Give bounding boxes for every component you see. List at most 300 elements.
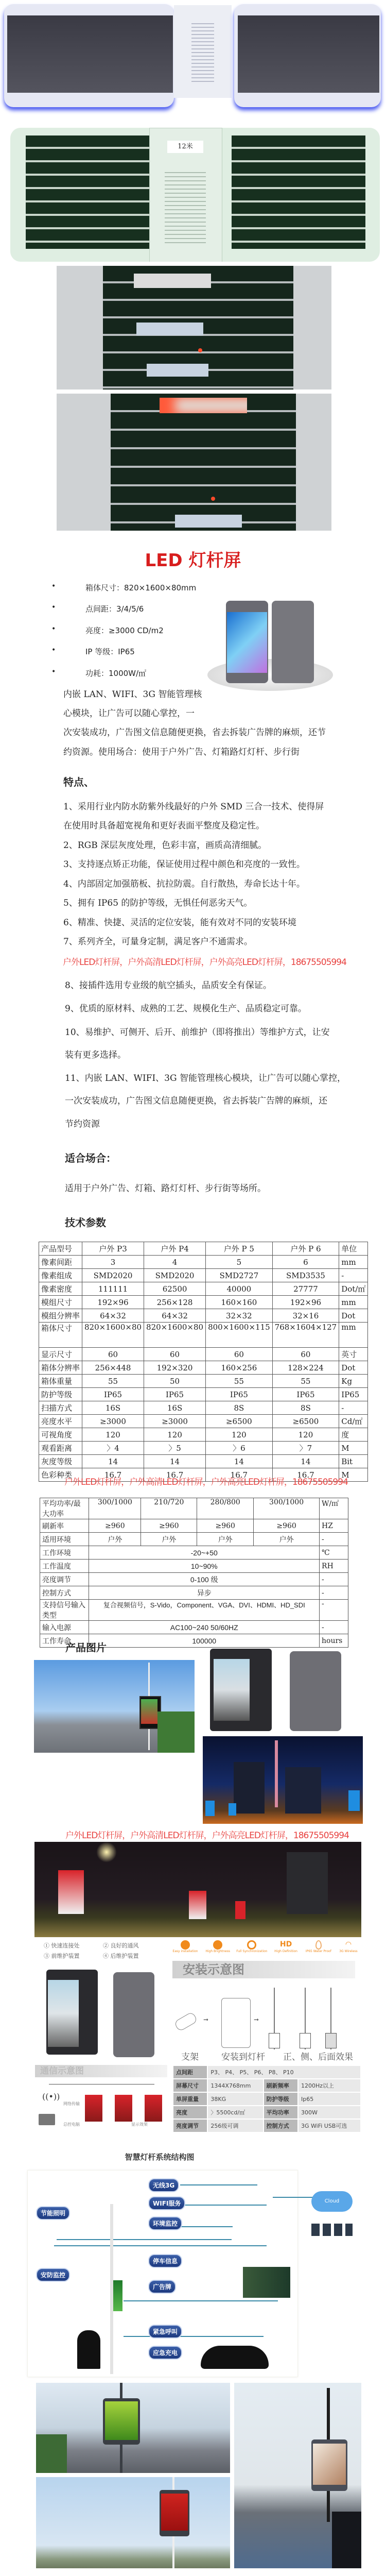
sync-icon [247, 1940, 256, 1950]
feature-line: 8、接插件选用专业级的航空插头，品质安全有保证。 [65, 980, 272, 991]
table-cell: 像素组成 [39, 1269, 82, 1282]
applications-heading: 适合场合： [65, 1152, 116, 1164]
promo-text-overlay: 户外LED灯杆屏，户外高清LED灯杆屏，户外高亮LED灯杆屏，18675505994 [64, 1477, 348, 1487]
intro-line: 次安装成功，广告图文信息随便更换，省去拆装广告牌的麻烦，还节 [63, 727, 326, 738]
table-cell: 16.7 [144, 1468, 206, 1482]
table-cell: P3、 P4、 P5、 P6、 P8、 P10 [207, 2065, 361, 2079]
table-cell: 亮度 [173, 2106, 207, 2119]
table-cell: Dot [339, 1361, 368, 1375]
photo-screen-back-open [10, 128, 380, 262]
table-cell: 820×1600×80 [82, 1323, 144, 1348]
wireless-icon: ◠ [345, 1940, 352, 1948]
table-cell: ≥6500 [272, 1415, 339, 1428]
table-cell: 16S [82, 1401, 144, 1415]
table-cell: 像素间距 [39, 1256, 82, 1269]
cabinet-front-back-image [44, 1970, 157, 2057]
table-cell: IP65 [206, 1388, 273, 1401]
spec-row [173, 2119, 361, 2132]
table-cell: 280/800 [197, 1498, 254, 1519]
photo-cabinet-interior-2 [57, 394, 331, 531]
spec-bullet-text: 箱体尺寸：820×1600×80mm [85, 583, 197, 592]
table-cell: 16.7 [272, 1468, 339, 1482]
table-cell: 输入电源 [40, 1621, 89, 1634]
table-cell: 8S [272, 1401, 339, 1415]
table-cell: 4 [144, 1256, 206, 1269]
spec-row [173, 2092, 361, 2106]
feature-icon-item [202, 1940, 233, 1953]
table-cell: Dot/㎡ [339, 1282, 368, 1296]
feature-label: Full Synchronization [236, 1950, 268, 1953]
node-environment-monitor: 环境监控 [148, 2216, 182, 2230]
table-row [39, 1323, 368, 1348]
client-devices-icon [311, 2224, 353, 2236]
table-cell: 色彩种类 [39, 1468, 82, 1482]
table-cell: 256×128 [144, 1296, 206, 1309]
table-cell: mm [339, 1256, 368, 1269]
brightness-icon [213, 1940, 222, 1950]
applications-text: 适用于户外广告、灯箱、路灯灯杆、步行街等场所。 [65, 1183, 266, 1194]
comm-label: 总控电脑 [63, 2122, 80, 2127]
table-cell: 192×96 [82, 1296, 144, 1309]
table-cell: 单位 [339, 1242, 368, 1256]
table-cell: 〉6 [206, 1442, 273, 1455]
bracket-drawing [173, 2011, 198, 2032]
system-diagram-title: 智慧灯杆系统结构图 [125, 2153, 195, 2162]
table-row [39, 1388, 368, 1401]
table-row [39, 1282, 368, 1296]
table-cell: 256级可调 [207, 2119, 263, 2132]
table-cell: 3G WiFi USB可选 [298, 2119, 361, 2132]
table-row [39, 1442, 368, 1455]
spec-row [173, 2065, 361, 2079]
pole-screen-icon [145, 2095, 162, 2122]
table-cell: SMD3535 [272, 1269, 339, 1282]
table-cell: 160×160 [206, 1296, 273, 1309]
table-cell: ≥960 [89, 1519, 141, 1533]
table-cell: 55 [272, 1375, 339, 1388]
table-cell: 模组尺寸 [39, 1296, 82, 1309]
table-cell: 防护等级 [264, 2092, 298, 2106]
table-cell: 50 [144, 1375, 206, 1388]
table-cell: 单屏重量 [173, 2092, 207, 2106]
table-cell: 点间距 [173, 2065, 207, 2079]
node-emergency-charging: 应急充电 [148, 2346, 182, 2360]
part-label: ③ 前维护装置 [44, 1953, 80, 1959]
table-cell: - [339, 1269, 368, 1282]
table-cell: 55 [206, 1375, 273, 1388]
features-heading: 特点、 [63, 776, 94, 788]
spec-bullet-text: 功耗：1000W/㎡ [85, 669, 147, 678]
table-cell: IP65 [144, 1388, 206, 1401]
feature-icon-item [271, 1940, 302, 1953]
table-cell: 异步 [89, 1586, 320, 1600]
table-cell: 像素密度 [39, 1282, 82, 1296]
spec-bullet: • [51, 646, 56, 654]
photo-double-sided-screen-front [0, 0, 386, 124]
table-cell: 256×448 [82, 1361, 144, 1375]
promo-text-caption: 户外LED灯杆屏，户外高清LED灯杆屏，户外高亮LED灯杆屏，18675505994 [65, 1831, 349, 1841]
table-cell: 刷新率 [40, 1519, 89, 1533]
node-wireless-3g: 无线3G [148, 2178, 179, 2192]
table-row [39, 1256, 368, 1269]
table-row [40, 1498, 348, 1519]
table-cell: 平均功率/最大功率 [40, 1498, 89, 1519]
spec-table-2 [40, 1498, 348, 1648]
table-cell: M [339, 1442, 368, 1455]
pole-screen-icon [115, 2095, 132, 2122]
table-row [40, 1560, 348, 1573]
table-cell: - [339, 1401, 368, 1415]
feature-line: 1、采用行业内防水防紫外线最好的户外 SMD 三合一技术、使得屏 [63, 802, 324, 812]
table-cell: 62500 [144, 1282, 206, 1296]
cabinet-drawing [221, 1998, 251, 2048]
table-cell: 亮度水平 [39, 1415, 82, 1428]
table-cell: 60 [206, 1348, 273, 1361]
spec-table-1 [39, 1242, 368, 1482]
table-cell: 亮度调节 [40, 1573, 89, 1586]
table-cell: 可视角度 [39, 1428, 82, 1442]
table-cell: 300/1000 [89, 1498, 141, 1519]
control-board [243, 2267, 290, 2298]
table-cell: 户外 P3 [82, 1242, 144, 1256]
table-cell: 120 [272, 1428, 339, 1442]
feature-line: 在使用时具备超宽视角和更好表面平整度及稳定性。 [63, 821, 265, 831]
table-cell: ≥960 [141, 1519, 197, 1533]
spec-bullet: • [51, 582, 56, 590]
table-cell: 192×320 [144, 1361, 206, 1375]
install-icon [181, 1940, 190, 1950]
feature-label: 3G Wireless [339, 1950, 358, 1953]
table-cell: - [320, 1621, 348, 1634]
photo-night-city-street [203, 1736, 363, 1824]
pole-billboard-screen [113, 2280, 122, 2311]
table-cell: 100000 [89, 1634, 320, 1648]
promo-text: 户外LED灯杆屏，户外高清LED灯杆屏，户外高亮LED灯杆屏，18675505994 [63, 957, 346, 968]
table-cell: 14 [144, 1455, 206, 1468]
table-cell: ≥3000 [82, 1415, 144, 1428]
table-cell: 60 [144, 1348, 206, 1361]
table-row [39, 1401, 368, 1415]
table-cell: 160×256 [206, 1361, 273, 1375]
table-cell: 灰度等级 [39, 1455, 82, 1468]
table-cell: 显示尺寸 [39, 1348, 82, 1361]
product-pictures-heading: 产品图片 [65, 1641, 107, 1654]
table-row [39, 1309, 368, 1323]
waterproof-icon [315, 1940, 322, 1950]
feature-icon-item [235, 1940, 269, 1953]
table-cell: 16.7 [206, 1468, 273, 1482]
table-cell: Bit [339, 1455, 368, 1468]
table-cell: IP65 [339, 1388, 368, 1401]
feature-line: 5、拥有 IP65 的防护等级，无惧任何恶劣天气。 [63, 898, 253, 908]
intro-line: 内嵌 LAN、WIFI、3G 智能管理核 [63, 689, 202, 700]
feature-icon-item [336, 1940, 361, 1953]
table-cell: 户外 [254, 1533, 320, 1546]
table-cell: 32×16 [272, 1309, 339, 1323]
photo-pole-screen-highway [34, 1660, 195, 1753]
table-cell: hours [320, 1634, 348, 1648]
table-cell: 38KG [207, 2092, 263, 2106]
table-cell: 箱体尺寸 [39, 1323, 82, 1348]
feature-line: 2、RGB 深层灰度处理，色彩丰富，画质高清细腻。 [63, 840, 267, 851]
table-header-row [39, 1242, 368, 1256]
feature-line: 9、优质的原材料、成熟的工艺、规模化生产、品质稳定可靠。 [65, 1004, 307, 1014]
table-cell: Dot [339, 1309, 368, 1323]
product-render-image [207, 600, 333, 692]
feature-line: 3、支持逐点矫正功能，保证使用过程中颜色和亮度的一致性。 [63, 859, 305, 870]
table-cell: RH [320, 1560, 348, 1573]
feature-line: 11、内嵌 LAN、WIFI、3G 智能管理核心模块，让广告可以随心掌控， [65, 1073, 346, 1083]
table-cell: ℃ [320, 1546, 348, 1560]
table-cell: mm [339, 1296, 368, 1309]
table-cell: 0-100 级 [89, 1573, 320, 1586]
feature-line: 7、系列齐全，可量身定制，满足客户不通需求。 [63, 937, 253, 947]
table-cell: ≥3000 [144, 1415, 206, 1428]
table-cell: ≥6500 [206, 1415, 273, 1428]
tech-params-heading: 技术参数 [65, 1216, 106, 1229]
table-cell: 14 [206, 1455, 273, 1468]
table-cell: 〉7 [272, 1442, 339, 1455]
table-cell: 扫描方式 [39, 1401, 82, 1415]
table-cell: 120 [144, 1428, 206, 1442]
table-cell: 户外 [197, 1533, 254, 1546]
cabinet-label: 12米 [167, 141, 203, 153]
page-title: LED 灯杆屏 [145, 550, 241, 571]
table-row [39, 1415, 368, 1428]
photo-pole-screen-suburban [36, 2477, 230, 2568]
spec-bullet-text: 点间距：3/4/5/6 [85, 604, 144, 614]
spec-bullet: • [51, 625, 56, 633]
table-cell: 120 [206, 1428, 273, 1442]
table-cell: 防护等级 [39, 1388, 82, 1401]
table-cell: 观看距离 [39, 1442, 82, 1455]
table-cell: 14 [272, 1455, 339, 1468]
node-security-monitor: 安防监控 [36, 2268, 70, 2282]
table-cell: 工作温度 [40, 1560, 89, 1573]
table-cell: 户外 P 6 [272, 1242, 339, 1256]
install-step-label: 正、侧、后面效果 [283, 2052, 353, 2062]
table-cell: 箱体分辨率 [39, 1361, 82, 1375]
photo-night-road-cocacola [34, 1842, 361, 1937]
table-cell: 适用环境 [40, 1533, 89, 1546]
table-cell: 300W [298, 2106, 361, 2119]
computer-icon [39, 2114, 55, 2125]
table-row [39, 1375, 368, 1388]
table-cell: 16S [144, 1401, 206, 1415]
spec-bullet: • [51, 668, 56, 676]
table-cell: 复合视频信号，S-Vido，Component、VGA、DVI、HDMI、HD_SDI [89, 1600, 320, 1621]
car-silhouette [201, 2346, 269, 2369]
table-cell: 820×1600×80 [144, 1323, 206, 1348]
feature-label: High Brightness [205, 1950, 231, 1953]
table-cell: 屏幕尺寸 [173, 2079, 207, 2092]
table-cell: 120 [82, 1428, 144, 1442]
table-cell: IP65 [82, 1388, 144, 1401]
photo-pole-screen-city-road [36, 2383, 230, 2473]
table-cell: 40000 [206, 1282, 273, 1296]
table-row [39, 1269, 368, 1282]
cloud-icon: Cloud [311, 2191, 353, 2212]
table-row [39, 1455, 368, 1468]
feature-line: 节约资源 [65, 1119, 100, 1129]
comm-heading: 通信示意图 [35, 2065, 167, 2077]
table-cell: - [320, 1573, 348, 1586]
photo-pole-screen-bridge [234, 2383, 361, 2568]
pedestrians-silhouette [77, 2330, 100, 2369]
table-cell: 27777 [272, 1282, 339, 1296]
table-cell: 3 [82, 1256, 144, 1269]
feature-icon-item [170, 1940, 201, 1953]
table-cell: 〉4 [82, 1442, 144, 1455]
table-cell: 32×32 [206, 1309, 273, 1323]
install-step-label: 支架 [181, 2052, 199, 2062]
feature-line: 6、精准、快捷、灵活的定位安装，能有效对不同的安装环境 [63, 918, 296, 928]
table-row [40, 1600, 348, 1621]
table-cell: 1200Hz以上 [298, 2079, 361, 2092]
table-cell: W/㎡ [320, 1498, 348, 1519]
node-billboard: 广告牌 [148, 2280, 176, 2294]
table-cell: 产品型号 [39, 1242, 82, 1256]
feature-line: 一次安装成功，广告图文信息随便更换，省去拆装广告牌的麻烦，还 [65, 1096, 327, 1106]
spec-row [173, 2079, 361, 2092]
comm-label: 显示效果 [131, 2122, 148, 2127]
table-row [40, 1573, 348, 1586]
table-cell: 111111 [82, 1282, 144, 1296]
table-cell: SMD2020 [82, 1269, 144, 1282]
spec-bullet-text: 亮度：≥3000 CD/m2 [85, 626, 164, 635]
table-cell: 控制方式 [264, 2119, 298, 2132]
table-cell: 1344X768mm [207, 2079, 263, 2092]
feature-line: 4、内部固定加强筋板、抗拉防震。自行散热，寿命长达十年。 [63, 879, 305, 889]
table-cell: 60 [82, 1348, 144, 1361]
table-cell: Kg [339, 1375, 368, 1388]
table-row [39, 1348, 368, 1361]
table-row [39, 1428, 368, 1442]
table-cell: 工作环境 [40, 1546, 89, 1560]
intro-line: 约资源。使用场合：使用于户外广告、灯箱路灯灯杆、步行街 [63, 747, 300, 757]
table-cell: mm [339, 1323, 368, 1348]
part-label: ② 良好的通风 [103, 1942, 139, 1949]
table-cell: Ip65 [298, 2092, 361, 2106]
table-cell: 60 [272, 1348, 339, 1361]
install-step-label: 安装到灯杆 [221, 2052, 265, 2062]
table-cell: 平均功率 [264, 2106, 298, 2119]
table-cell: 16.7 [82, 1468, 144, 1482]
arrow-icon: ➞ [203, 2016, 209, 2023]
spec-row [173, 2106, 361, 2119]
feature-icon-item [303, 1940, 334, 1953]
part-label: ① 快速连接处 [44, 1942, 80, 1949]
table-cell: 英寸 [339, 1348, 368, 1361]
table-cell: - [320, 1533, 348, 1546]
part-label: ④ 后维护装置 [103, 1953, 139, 1959]
node-emergency-call: 紧急呼叫 [148, 2325, 182, 2338]
table-cell: 箱体重量 [39, 1375, 82, 1388]
table-row [40, 1533, 348, 1546]
spec-bullet: • [51, 603, 56, 612]
table-cell: 工作寿命 [40, 1634, 89, 1648]
table-cell: Cd/㎡ [339, 1415, 368, 1428]
table-row [40, 1586, 348, 1600]
table-row [39, 1361, 368, 1375]
node-energy-lighting: 节能照明 [36, 2206, 70, 2220]
feature-label: High Definition [274, 1950, 297, 1953]
table-cell: 户外 [89, 1533, 141, 1546]
feature-label: IP65 Water Proof [305, 1950, 331, 1953]
table-cell: 户外 P4 [144, 1242, 206, 1256]
table-row [40, 1546, 348, 1560]
table-cell: 控制方式 [40, 1586, 89, 1600]
photo-cabinet-interior-1 [57, 266, 331, 389]
table-cell: 210/720 [141, 1498, 197, 1519]
feature-icons-row [170, 1940, 361, 1953]
table-cell: - [320, 1600, 348, 1621]
infographic-spec-table [172, 2065, 361, 2133]
table-cell: HZ [320, 1519, 348, 1533]
table-row [39, 1296, 368, 1309]
table-cell: 〉5500cd/㎡ [207, 2106, 263, 2119]
feature-label: Easy installation [172, 1950, 198, 1953]
table-cell: 64×32 [144, 1309, 206, 1323]
table-cell: SMD2020 [144, 1269, 206, 1282]
table-cell: ≥960 [197, 1519, 254, 1533]
table-cell: 户外 [141, 1533, 197, 1546]
table-cell: SMD2727 [206, 1269, 273, 1282]
table-cell: 度 [339, 1428, 368, 1442]
table-cell: 768×1604×127 [272, 1323, 339, 1348]
table-cell: 亮度调节 [173, 2119, 207, 2132]
table-cell: AC100~240 50/60HZ [89, 1621, 320, 1634]
table-cell: 64×32 [82, 1309, 144, 1323]
intro-line: 心模块，让广告可以随心掌控，一 [63, 708, 195, 719]
table-cell: M [339, 1468, 368, 1482]
antenna-icon: ((•)) [42, 2092, 60, 2102]
table-cell: 128×224 [272, 1361, 339, 1375]
arrow-icon: ➞ [254, 2016, 259, 2023]
table-cell: 800×1600×115 [206, 1323, 273, 1348]
table-cell: 55 [82, 1375, 144, 1388]
pole-screen-icon [85, 2095, 102, 2122]
table-row [40, 1519, 348, 1533]
table-cell: 192×96 [272, 1296, 339, 1309]
feature-line: 10、易维护、可侧开、后开、前维护（即将推出）等维护方式，让安 [65, 1027, 330, 1038]
hd-icon: HD [279, 1940, 292, 1948]
table-cell: 户外 P 5 [206, 1242, 273, 1256]
table-cell: 8S [206, 1401, 273, 1415]
install-heading: 安装示意图 [172, 1961, 355, 1978]
table-cell: 模组分辨率 [39, 1309, 82, 1323]
table-cell: 5 [206, 1256, 273, 1269]
table-cell: 300/1000 [254, 1498, 320, 1519]
table-cell: 支持信号输入类型 [40, 1600, 89, 1621]
table-cell: 10~90% [89, 1560, 320, 1573]
comm-label: 网络传输 [63, 2102, 80, 2106]
table-cell: IP65 [272, 1388, 339, 1401]
table-cell: 刷新频率 [264, 2079, 298, 2092]
spec-bullet-text: IP 等级：IP65 [85, 647, 135, 656]
node-parking-info: 停车信息 [148, 2254, 182, 2268]
table-row [40, 1621, 348, 1634]
table-cell: ≥960 [254, 1519, 320, 1533]
table-cell: 〉5 [144, 1442, 206, 1455]
table-cell: 6 [272, 1256, 339, 1269]
node-wifi-service: WIFI服务 [148, 2196, 185, 2210]
table-cell: -20~+50 [89, 1546, 320, 1560]
table-cell: 14 [82, 1455, 144, 1468]
table-cell: - [320, 1586, 348, 1600]
photo-cabinet-product [207, 1649, 343, 1731]
feature-line: 装有更多选择。 [65, 1050, 126, 1060]
